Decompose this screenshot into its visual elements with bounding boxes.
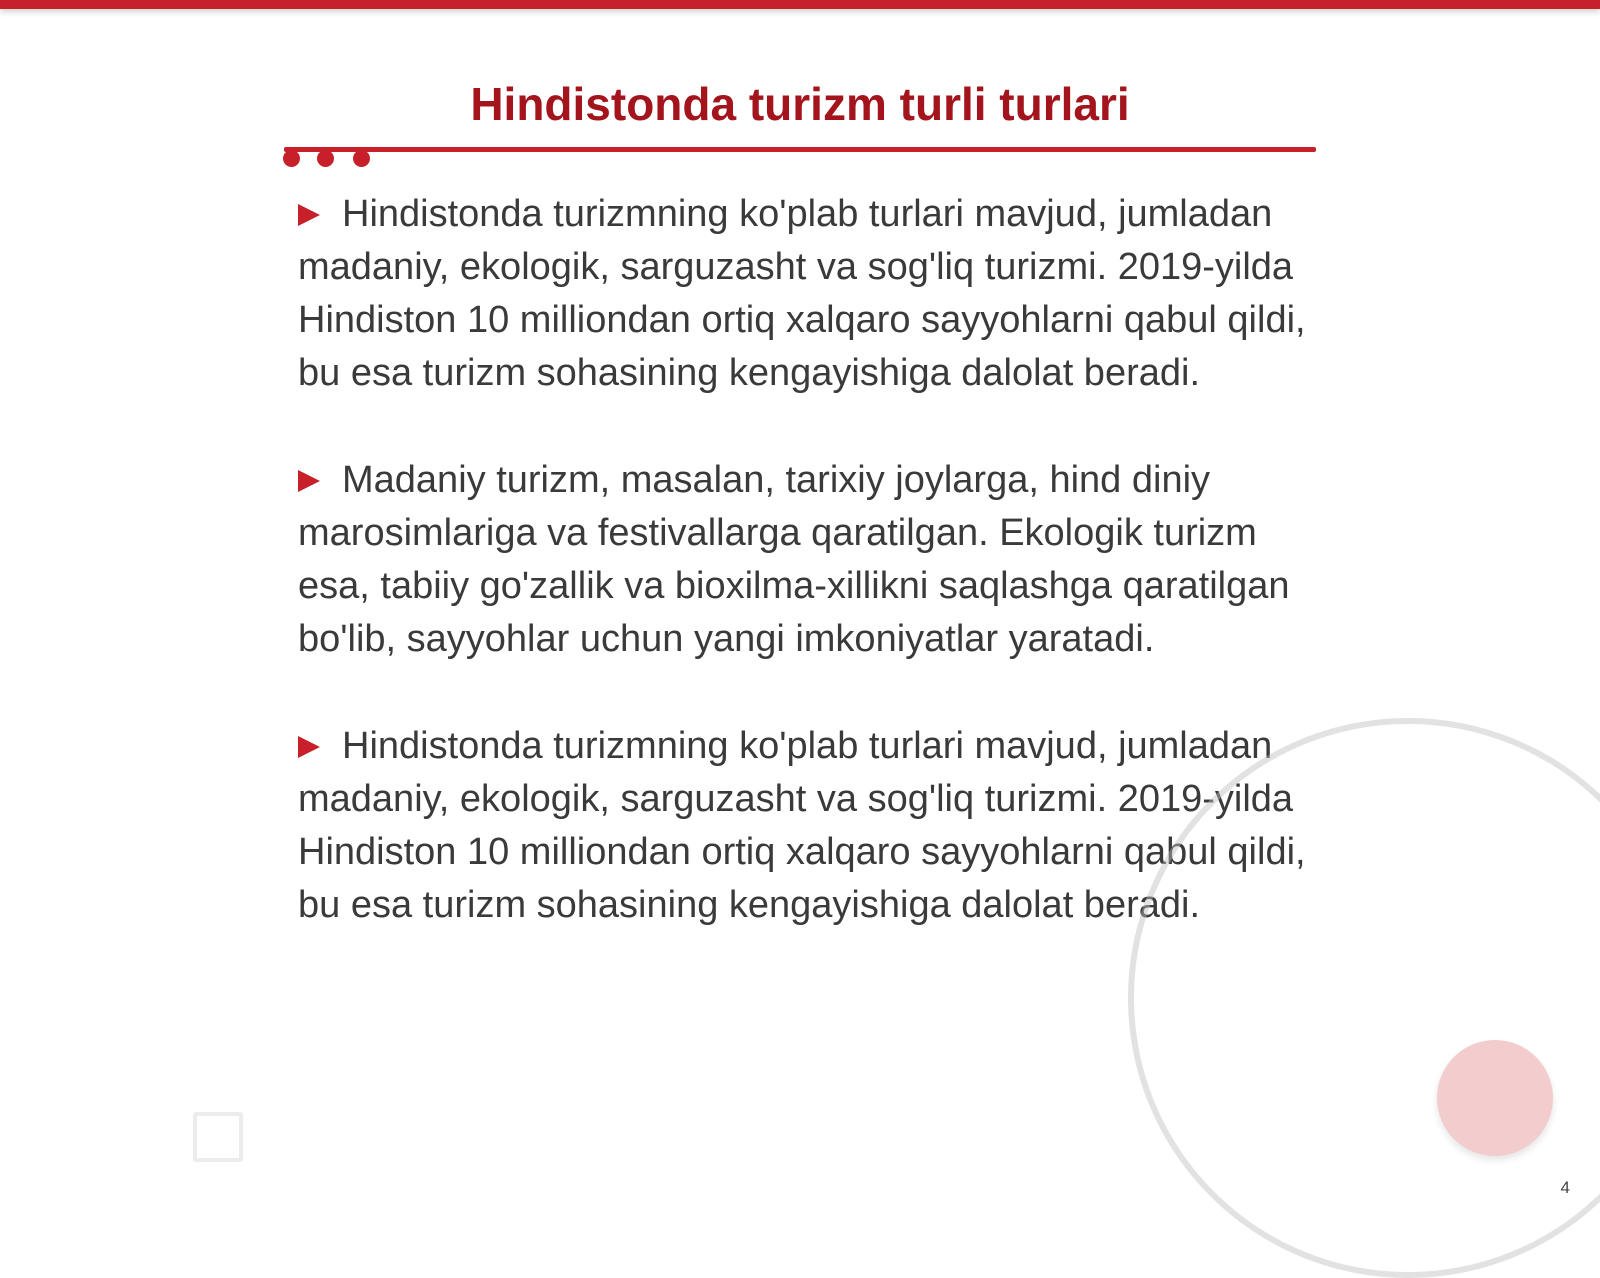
decorative-square [193, 1112, 243, 1162]
slide-body [298, 188, 1308, 986]
top-accent-bar [0, 0, 1600, 9]
page-number: 4 [1560, 1178, 1570, 1197]
decorative-dot [317, 150, 334, 167]
decorative-dot [283, 150, 300, 167]
title-underline [284, 147, 1316, 152]
bullet-paragraph [298, 188, 1308, 400]
paragraph-text: Madaniy turizm, masalan, tarixiy joylarga, hind diniy marosimlariga va festivallarga qaratilgan. Ekologik turizm esa, tabiiy go'zallik va bioxilma-xillikni saqlashga qaratilgan bo'lib, sayyohlar uchun yangi imkoniyatlar yaratadi. [298, 459, 1290, 660]
triangle-bullet-icon [298, 204, 320, 226]
decorative-circle [1437, 1040, 1553, 1156]
slide-title: Hindistonda turizm turli turlari [470, 78, 1130, 130]
triangle-bullet-icon [298, 736, 320, 758]
paragraph-text: Hindistonda turizmning ko'plab turlari mavjud, jumladan madaniy, ekologik, sarguzasht va sog'liq turizmi. 2019-yilda Hindiston 10 milliondan ortiq xalqaro sayyohlarni qabul qildi, bu esa turizm sohasining kengayishiga dalolat beradi. [298, 193, 1306, 394]
paragraph-text: Hindistonda turizmning ko'plab turlari mavjud, jumladan madaniy, ekologik, sarguzasht va sog'liq turizmi. 2019-yilda Hindiston 10 milliondan ortiq xalqaro sayyohlarni qabul qildi, bu esa turizm sohasining kengayishiga dalolat beradi. [298, 725, 1306, 926]
bullet-paragraph [298, 720, 1308, 932]
triangle-bullet-icon [298, 470, 320, 492]
bullet-paragraph [298, 454, 1308, 666]
decorative-dot [353, 150, 370, 167]
